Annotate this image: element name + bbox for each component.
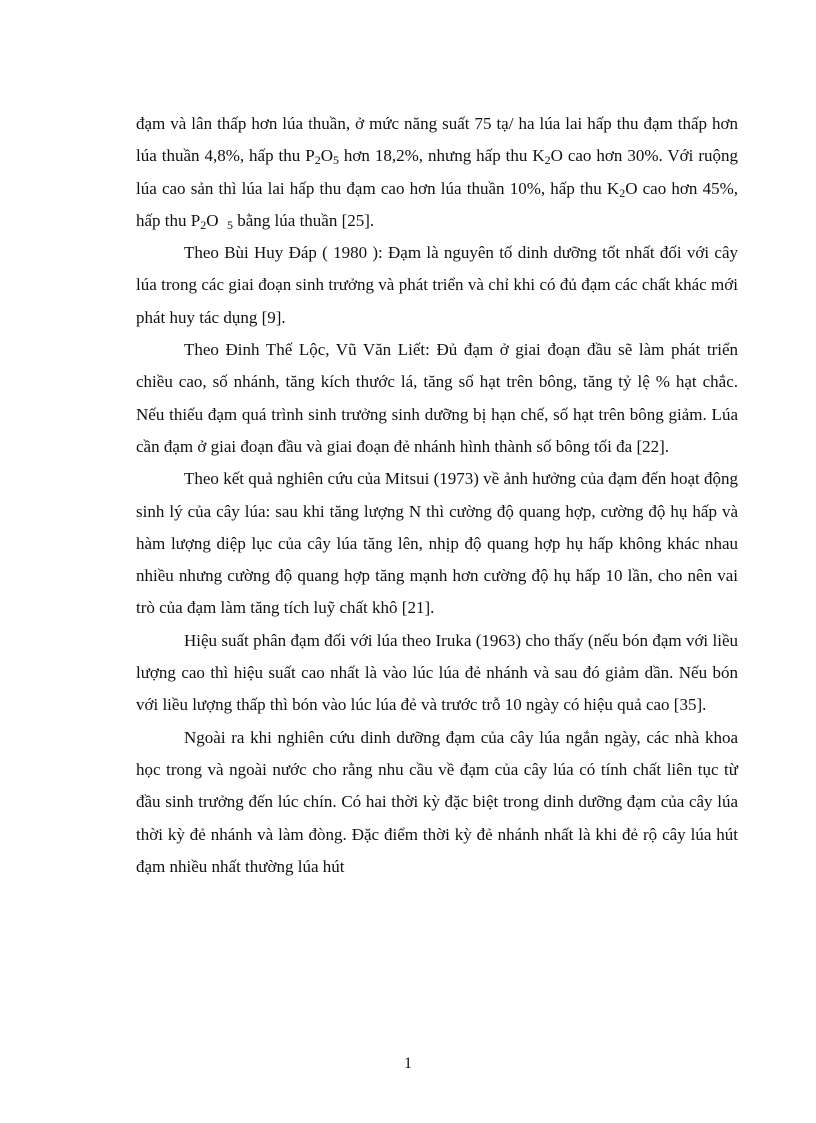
paragraph-6: Ngoài ra khi nghiên cứu dinh dưỡng đạm của cây lúa ngắn ngày, các nhà khoa học trong và ngoài nước cho rằng nhu cầu về đạm của cây lúa có tính chất liên tục từ đầu sinh trưởng đến lúc chín. Có hai thời kỳ đặc biệt trong dinh dưỡng đạm của cây lúa thời kỳ đẻ nhánh và làm đòng. Đặc điểm thời kỳ đẻ nhánh nhất là khi đẻ rộ cây lúa hút đạm nhiều nhất thường lúa hút <box>136 727 738 876</box>
text-run: O cao hơn 30%. Với ruộng lúa cao sản thì lúa lai hấp thu đạm cao hơn lúa thuần 10%, hấp thu K <box>136 146 738 198</box>
text-run: O <box>320 146 333 166</box>
paragraph-3: Theo Đinh Thế Lộc, Vũ Văn Liết: Đủ đạm ở giai đoạn đầu sẽ làm phát triển chiều cao, số nhánh, tăng kích thước lá, tăng số hạt trên bông, tăng tỷ lệ % hạt chắc. Nếu thiếu đạm quá trình sinh trưởng sinh dưỡng bị hạn chế, số hạt trên bông giảm. Lúa cần đạm ở giai đoạn đầu và giai đoạn đẻ nhánh hình thành số bông tối đa [22]. <box>136 340 738 456</box>
subscript: 2 <box>200 217 207 232</box>
text-run: O cao hơn 45%, hấp thu P <box>136 178 738 230</box>
subscript: 5 <box>227 217 234 232</box>
text-run: hơn 18,2%, nhưng hấp thu K <box>338 146 545 166</box>
document-page <box>136 108 738 883</box>
paragraph-5: Hiệu suất phân đạm đối với lúa theo Iruka (1963) cho thấy (nếu bón đạm với liều lượng cao thì hiệu suất cao nhất là vào lúc lúa đẻ nhánh và sau đó giảm dần. Nếu bón với liều lượng thấp thì bón vào lúc lúa đẻ và trước trỗ 10 ngày có hiệu quả cao [35]. <box>136 630 738 715</box>
text-run: bằng lúa thuần [25]. <box>233 210 375 230</box>
paragraph-4: Theo kết quả nghiên cứu của Mitsui (1973) về ảnh hưởng của đạm đến hoạt động sinh lý của cây lúa: sau khi tăng lượng N thì cường độ quang hợp, cường độ hụ hấp và hàm lượng diệp lục của cây lúa tăng lên, nhịp độ quang hợp hụ hấp không khác nhau nhiều nhưng cường độ quang hợp tăng mạnh hơn cường độ hụ hấp 10 lần, cho nên vai trò của đạm làm tăng tích luỹ chất khô [21]. <box>136 469 738 618</box>
text-run: O <box>206 210 228 230</box>
paragraph-2: Theo Bùi Huy Đáp ( 1980 ): Đạm là nguyên tố dinh dưỡng tốt nhất đối với cây lúa trong các giai đoạn sinh trưởng và phát triển và chỉ khi có đủ đạm các chất khác mới phát huy tác dụng [9]. <box>136 243 738 327</box>
paragraph-1 <box>136 108 738 237</box>
page-number: 1 <box>404 1055 412 1072</box>
text-run: đạm và lân thấp hơn lúa thuần, ở mức năng suất 75 tạ/ ha lúa lai hấp thu đạm thấp hơn lúa thuần 4,8%, hấp thu P <box>136 114 738 166</box>
subscript: 2 <box>619 185 626 200</box>
subscript: 2 <box>544 153 551 168</box>
subscript: 2 <box>314 153 321 168</box>
subscript: 5 <box>332 153 339 168</box>
